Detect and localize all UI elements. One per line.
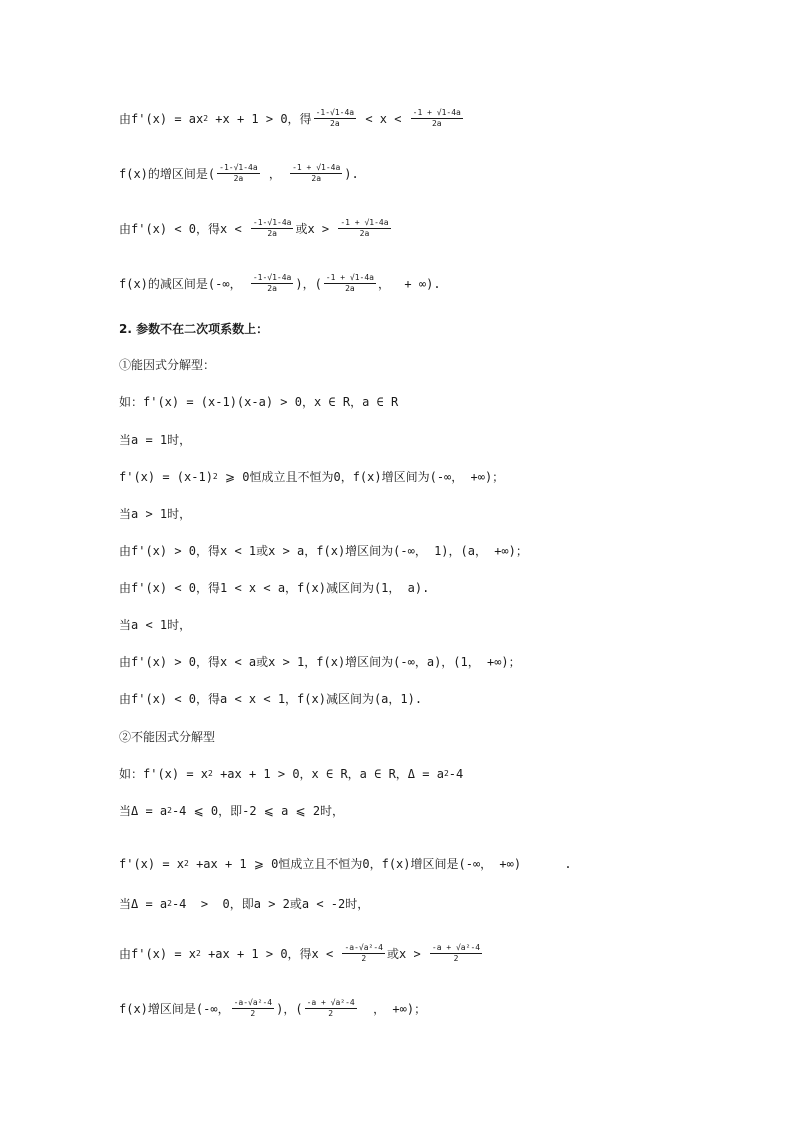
fraction bbox=[217, 163, 260, 184]
text: 由f'(x) > 0，得x < a或x > 1，f(x)增区间为(-∞，a)，(1， +∞)； bbox=[119, 655, 521, 669]
denominator: 2a bbox=[330, 119, 340, 128]
text: 当a < 1时， bbox=[119, 618, 192, 632]
text: ， + ∞). bbox=[377, 276, 441, 291]
numerator: -1 + √1-4a bbox=[325, 273, 374, 282]
text: +ax + 1 > 0，x ∈ R，a ∈ R，Δ = a bbox=[212, 767, 444, 781]
increase-interval-line bbox=[119, 163, 359, 184]
denominator: 2 bbox=[328, 1009, 334, 1018]
case-a-less-1 bbox=[119, 615, 191, 635]
text: 当Δ = a bbox=[119, 804, 168, 818]
section-heading bbox=[119, 319, 268, 339]
numerator: -a + √a²-4 bbox=[431, 943, 481, 952]
case-delta-positive-interval bbox=[119, 998, 426, 1019]
text: -4 ⩽ 0，即-2 ⩽ a ⩽ 2时， bbox=[171, 804, 345, 818]
text: +ax + 1 ⩾ 0恒成立且不恒为0，f(x)增区间是(-∞， +∞) . bbox=[188, 857, 572, 871]
subsection-title-factorable bbox=[119, 355, 215, 375]
fraction bbox=[232, 998, 275, 1019]
text: 如：f'(x) = (x-1)(x-a) > 0，x ∈ R，a ∈ R bbox=[119, 395, 399, 409]
case-delta-nonpositive-result: f'(x) = x 2 +ax + 1 ⩾ 0恒成立且不恒为0，f(x)增区间是(-∞， +∞) . bbox=[119, 854, 572, 874]
text: ， +∞)； bbox=[358, 1001, 427, 1016]
text: 当Δ = a bbox=[119, 897, 168, 911]
denominator: 2a bbox=[359, 229, 370, 238]
text: -4 bbox=[448, 767, 464, 781]
decrease-interval-line bbox=[119, 273, 441, 294]
text: ， bbox=[261, 166, 289, 181]
text: ⩾ 0恒成立且不恒为0，f(x)增区间为(-∞， +∞)； bbox=[217, 470, 505, 484]
text: 由f'(x) = ax bbox=[119, 111, 204, 126]
subsection-title-non-factorable bbox=[119, 727, 215, 747]
denominator: 2 bbox=[361, 954, 367, 963]
fraction bbox=[411, 108, 463, 129]
numerator: -1-√1-4a bbox=[252, 218, 292, 227]
case-a-greater-1-increase bbox=[119, 541, 528, 561]
case-a-greater-1 bbox=[119, 504, 191, 524]
text: +ax + 1 > 0，得x < bbox=[200, 946, 341, 961]
text: +x + 1 > 0，得 bbox=[208, 111, 312, 126]
text: )，( bbox=[295, 276, 322, 291]
text: -4 > 0，即a > 2或a < -2时， bbox=[171, 897, 370, 911]
text: f(x)的增区间是( bbox=[119, 166, 216, 181]
denominator: 2a bbox=[267, 229, 277, 238]
text: 由f'(x) = x bbox=[119, 946, 197, 961]
text: f'(x) = (x-1) bbox=[119, 470, 213, 484]
text: ②不能因式分解型 bbox=[119, 730, 216, 744]
fraction bbox=[251, 273, 294, 294]
denominator: 2a bbox=[267, 284, 277, 293]
text: 由f'(x) < 0，得x < bbox=[119, 221, 249, 236]
increase-condition-line: 由f'(x) = ax 2 +x + 1 > 0，得 $\frac{-1-√1-4a}{2a}$ < x < $\frac{-1 + √1-4a}{2a}$ bbox=[119, 108, 461, 128]
text: 由f'(x) < 0，得1 < x < a，f(x)减区间为(1， a). bbox=[119, 581, 430, 595]
case-a-greater-1-decrease bbox=[119, 578, 429, 598]
text: f'(x) = x bbox=[119, 857, 185, 871]
numerator: -1 + √1-4a bbox=[412, 108, 461, 117]
case-a-equals-1-result: f'(x) = (x-1) 2 ⩾ 0恒成立且不恒为0，f(x)增区间为(-∞， +∞)； bbox=[119, 467, 504, 487]
denominator: 2a bbox=[345, 284, 355, 293]
fraction bbox=[314, 108, 357, 129]
text: 由f'(x) < 0，得a < x < 1，f(x)减区间为(a，1). bbox=[119, 692, 423, 706]
text: 当a > 1时， bbox=[119, 507, 192, 521]
case-a-less-1-decrease bbox=[119, 689, 422, 709]
example-line bbox=[119, 392, 398, 412]
numerator: -a + √a²-4 bbox=[306, 998, 355, 1007]
text: f(x)增区间是(-∞， bbox=[119, 1001, 230, 1016]
example-line-2: 如：f'(x) = x 2 +ax + 1 > 0，x ∈ R，a ∈ R，Δ = a 2 -4 bbox=[119, 764, 463, 784]
numerator: -1-√1-4a bbox=[252, 273, 292, 282]
text: < x < bbox=[358, 111, 409, 126]
case-a-equals-1 bbox=[119, 430, 191, 450]
numerator: -1 + √1-4a bbox=[340, 218, 389, 227]
fraction bbox=[338, 218, 390, 239]
text: 由f'(x) > 0，得x < 1或x > a，f(x)增区间为(-∞， 1)，(a， +∞)； bbox=[119, 544, 528, 558]
text: f(x)的减区间是(-∞， bbox=[119, 276, 249, 291]
fraction bbox=[342, 943, 385, 964]
numerator: -1-√1-4a bbox=[315, 108, 355, 117]
text: 或x > bbox=[295, 221, 337, 236]
text: 如：f'(x) = x bbox=[119, 767, 209, 781]
numerator: -1 + √1-4a bbox=[292, 163, 341, 172]
fraction bbox=[290, 163, 342, 184]
heading-text: 2. 参数不在二次项系数上： bbox=[119, 322, 269, 336]
case-delta-positive-condition: 由f'(x) = x 2 +ax + 1 > 0，得x < $\frac{\text{-a-√a²-4}}{2}$ 或x > $\frac{\text{-a + √a²-4}}{2}$ bbox=[119, 943, 481, 963]
fraction bbox=[430, 943, 482, 964]
text: ). bbox=[344, 166, 359, 181]
case-a-less-1-increase bbox=[119, 652, 521, 672]
text: 或x > bbox=[387, 946, 428, 961]
case-delta-nonpositive: 当Δ = a 2 -4 ⩽ 0，即-2 ⩽ a ⩽ 2时， bbox=[119, 801, 344, 821]
denominator: 2a bbox=[311, 174, 322, 183]
fraction bbox=[251, 218, 294, 239]
text: )，( bbox=[276, 1001, 303, 1016]
decrease-condition-line bbox=[119, 218, 393, 239]
text: ①能因式分解型： bbox=[119, 358, 216, 372]
fraction bbox=[324, 273, 376, 294]
case-delta-positive: 当Δ = a 2 -4 > 0，即a > 2或a < -2时， bbox=[119, 894, 369, 914]
denominator: 2 bbox=[250, 1009, 256, 1018]
denominator: 2a bbox=[431, 119, 442, 128]
numerator: -a-√a²-4 bbox=[233, 998, 273, 1007]
denominator: 2 bbox=[453, 954, 459, 963]
denominator: 2a bbox=[233, 174, 244, 183]
numerator: -a-√a²-4 bbox=[344, 943, 383, 952]
text: 当a = 1时， bbox=[119, 433, 192, 447]
fraction bbox=[305, 998, 357, 1019]
numerator: -1-√1-4a bbox=[219, 163, 258, 172]
